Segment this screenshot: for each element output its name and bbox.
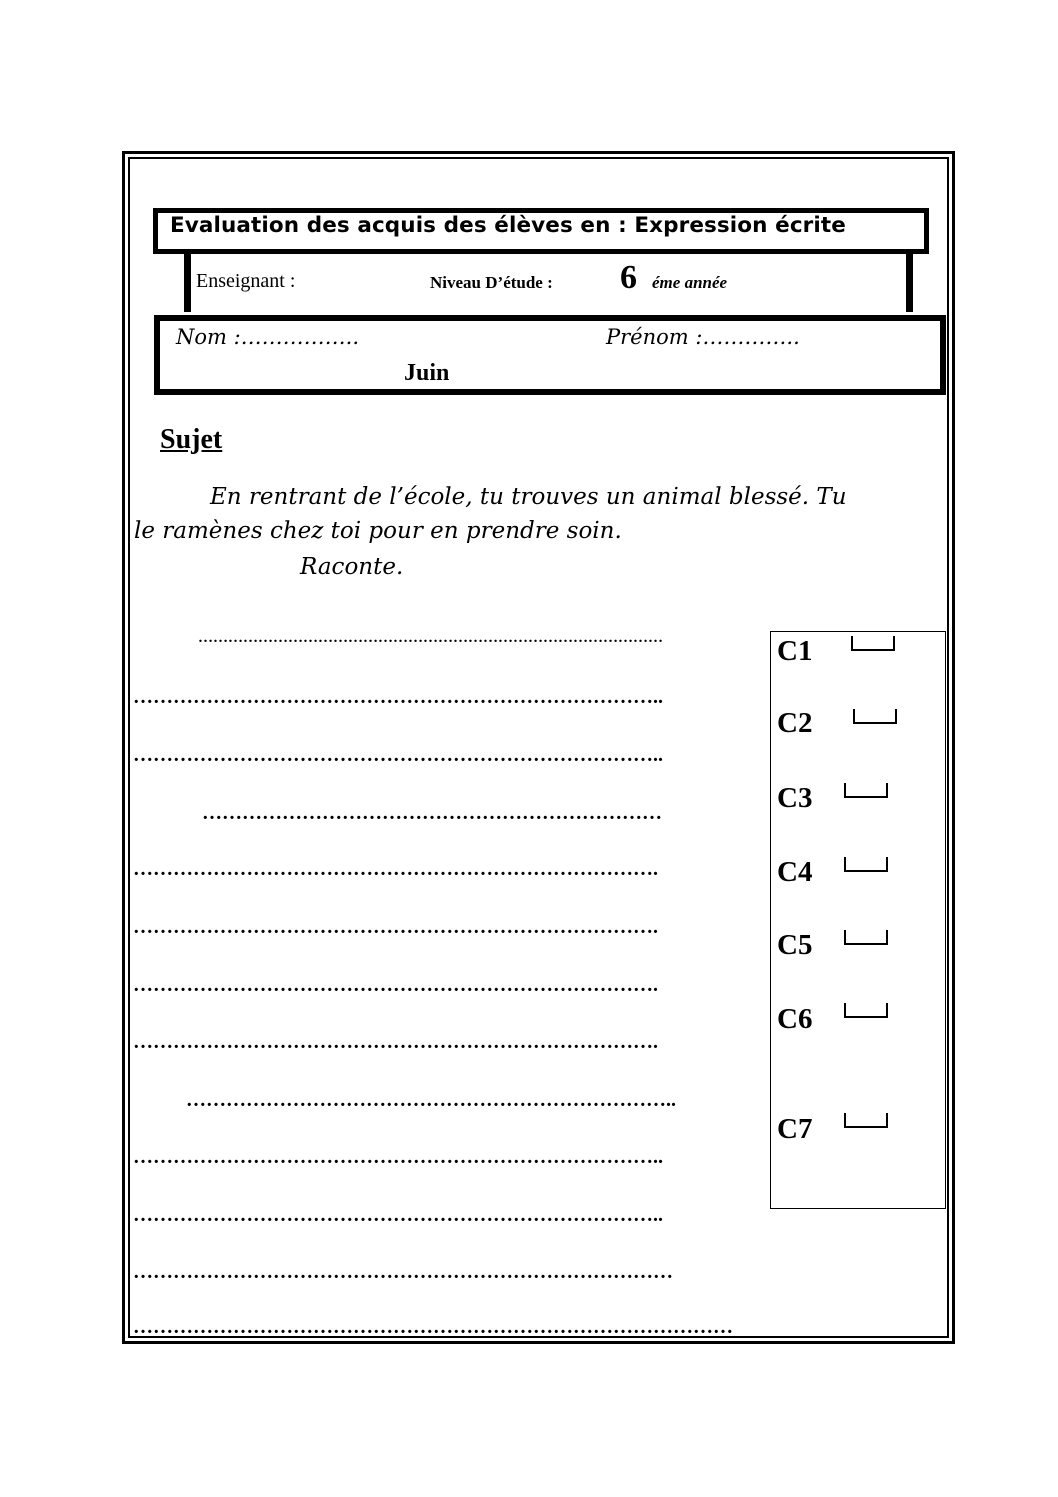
answer-line[interactable]: ……………………………………………………………………. (133, 916, 658, 938)
level-number: 6 (620, 259, 637, 296)
answer-line[interactable]: ……………………………………………………………………. (133, 858, 658, 880)
month-label: Juin (404, 360, 450, 386)
subject-title: Sujet (160, 424, 223, 455)
answer-line[interactable]: …………………………………………………………… (202, 802, 662, 824)
answer-line[interactable]: …………………………………………………………………….. (133, 686, 663, 708)
criterion-checkbox-c5[interactable] (844, 930, 888, 945)
criterion-checkbox-c3[interactable] (844, 783, 888, 798)
prompt-line-2: le ramènes chez toi pour en prendre soin. (134, 518, 622, 544)
answer-line[interactable]: ……………………………………………………………….. (186, 1089, 676, 1111)
answer-line[interactable]: ……………………………………………………………………. (133, 1031, 658, 1053)
criterion-label-c7: C7 (777, 1113, 813, 1145)
criterion-checkbox-c2[interactable] (853, 709, 897, 724)
criterion-label-c2: C2 (777, 707, 813, 739)
criterion-checkbox-c7[interactable] (844, 1113, 888, 1128)
criterion-checkbox-c4[interactable] (844, 857, 888, 872)
level-label: Niveau D’étude : (430, 273, 553, 292)
criterion-label-c3: C3 (777, 782, 813, 814)
answer-line[interactable]: ………………………………………………………………………………… (198, 630, 663, 646)
level-text: éme année (652, 273, 728, 292)
criterion-label-c1: C1 (777, 635, 813, 667)
criterion-label-c4: C4 (777, 856, 813, 888)
teacher-label: Enseignant : (196, 270, 296, 292)
answer-line[interactable]: …………………………………………………………………….. (133, 1146, 663, 1168)
criterion-checkbox-c6[interactable] (844, 1003, 888, 1018)
answer-line[interactable]: ……………………………………………………………………………… (133, 1316, 733, 1338)
criterion-label-c6: C6 (777, 1003, 813, 1035)
prompt-line-1: En rentrant de l’école, tu trouves un animal blessé. Tu (210, 484, 847, 510)
criterion-label-c5: C5 (777, 929, 813, 961)
prompt-line-3: Raconte. (300, 554, 404, 580)
answer-line[interactable]: ……………………………………………………………………… (133, 1261, 673, 1283)
firstname-field[interactable]: Prénom :………….. (606, 325, 800, 349)
answer-line[interactable]: …………………………………………………………………….. (133, 1204, 663, 1226)
answer-line[interactable]: ……………………………………………………………………. (133, 974, 658, 996)
answer-line[interactable]: …………………………………………………………………….. (133, 744, 663, 766)
name-field[interactable]: Nom :…………….. (176, 325, 360, 349)
evaluation-title: Evaluation des acquis des élèves en : Expression écrite (170, 213, 846, 238)
criterion-checkbox-c1[interactable] (851, 636, 895, 651)
